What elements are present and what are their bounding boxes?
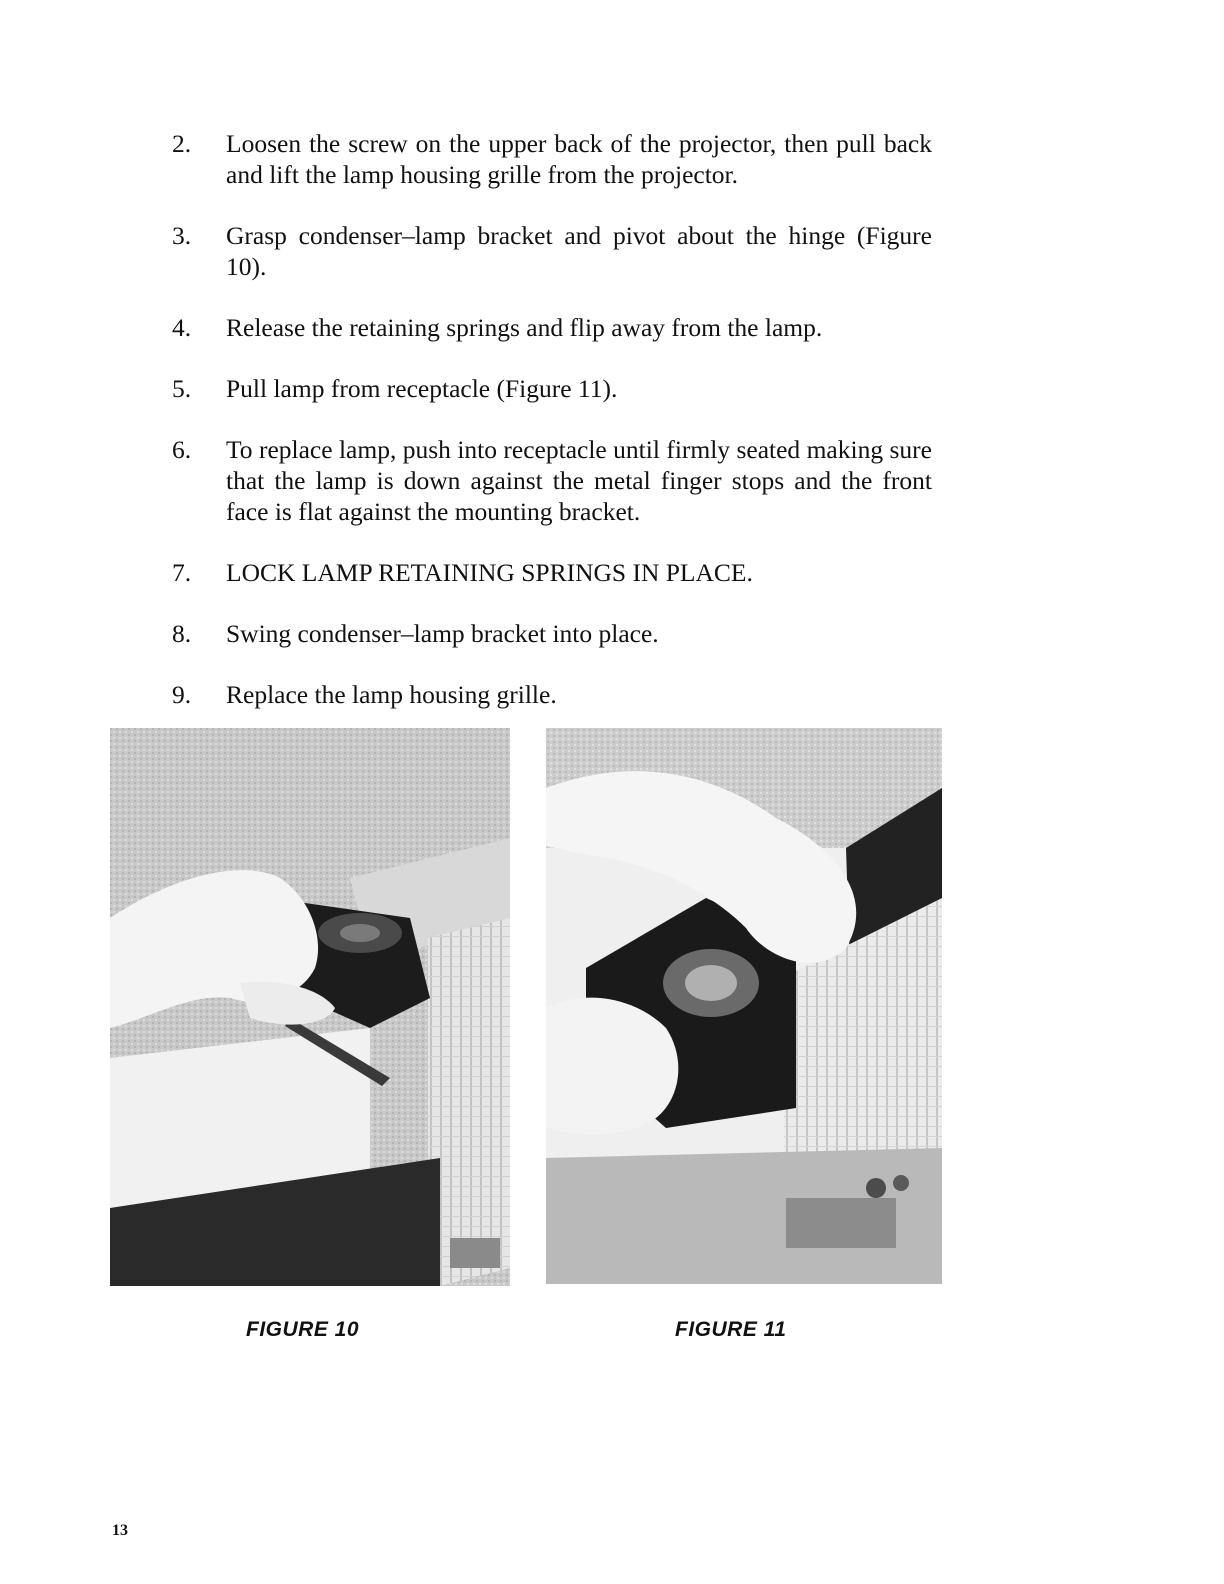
figure-10-illustration (110, 728, 510, 1286)
figure-10-caption: FIGURE 10 (246, 1318, 360, 1341)
figure-11-illustration (546, 728, 942, 1284)
instruction-step (172, 618, 932, 649)
step-number: 3. (172, 221, 192, 250)
instruction-step (172, 128, 932, 190)
step-number: 8. (172, 619, 192, 648)
instruction-step (172, 373, 932, 404)
instruction-step (172, 220, 932, 282)
step-text: Swing condenser–lamp bracket into place. (226, 619, 659, 648)
page-number: 13 (112, 1522, 128, 1539)
step-number: 2. (172, 129, 192, 158)
step-text: To replace lamp, push into receptacle until firmly seated making sure that the lamp is down against the metal finger stops and the front face is flat against the mounting bracket. (226, 435, 932, 526)
figure-10-photo (110, 728, 510, 1286)
instruction-step (172, 557, 932, 588)
instruction-step (172, 434, 932, 527)
step-text: Grasp condenser–lamp bracket and pivot about the hinge (Figure 10). (226, 221, 932, 281)
instruction-step (172, 312, 932, 343)
figure-11-caption: FIGURE 11 (675, 1318, 787, 1341)
instruction-list (172, 128, 932, 740)
step-number: 7. (172, 558, 192, 587)
step-text: Loosen the screw on the upper back of the projector, then pull back and lift the lamp housing grille from the projector. (226, 129, 932, 189)
step-text: LOCK LAMP RETAINING SPRINGS IN PLACE. (226, 558, 753, 587)
step-text: Release the retaining springs and flip away from the lamp. (226, 313, 823, 342)
instruction-step (172, 679, 932, 710)
step-text: Pull lamp from receptacle (Figure 11). (226, 374, 618, 403)
step-number: 4. (172, 313, 192, 342)
step-number: 6. (172, 435, 192, 464)
figure-11-photo (546, 728, 942, 1284)
step-number: 5. (172, 374, 192, 403)
step-text: Replace the lamp housing grille. (226, 680, 557, 709)
step-number: 9. (172, 680, 192, 709)
